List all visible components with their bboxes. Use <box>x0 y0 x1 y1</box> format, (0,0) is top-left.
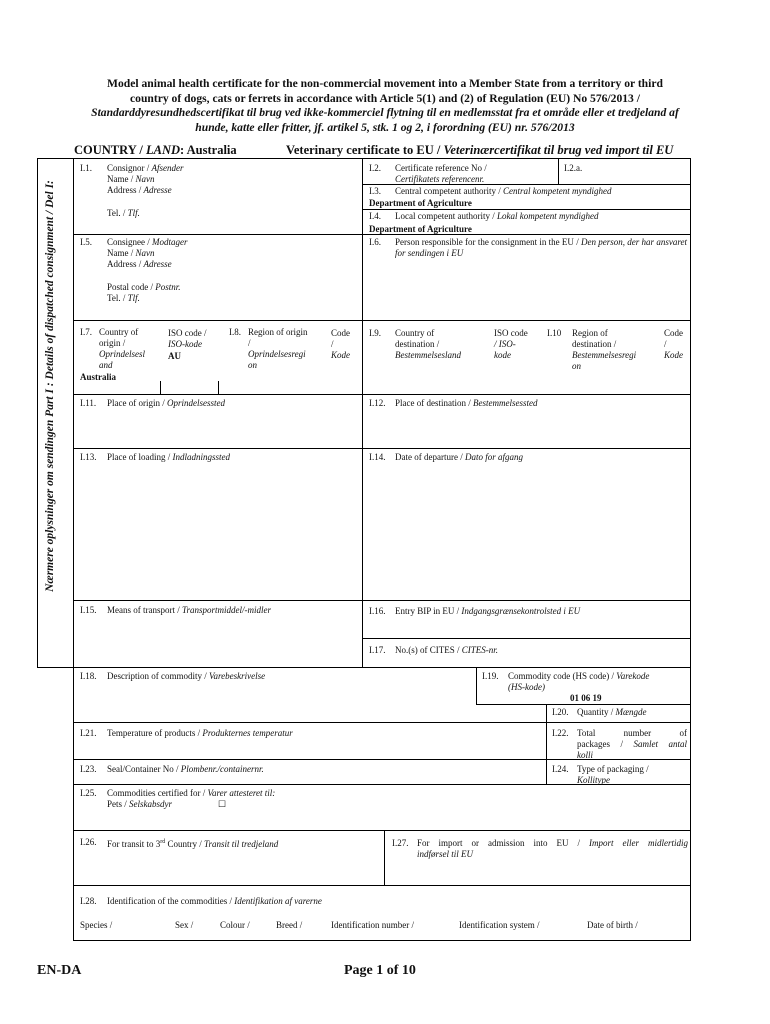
col-identification-system: Identification system / <box>459 920 540 930</box>
title-english: Model animal health certificate for the non-commercial movement into a Member State from a territory or third country of dogs, cats or ferrets in accordance with Article 5(1) and (2) of Regulation (EU) No 576/2013 / <box>107 77 663 105</box>
col-breed: Breed / <box>276 920 303 930</box>
col-identification-number: Identification number / <box>331 920 414 930</box>
title-danish: Standarddyresundhedscertifikat til brug ved ikke-kommerciel flytning til en medlemsstat fra et område eller et tredjeland af hunde, katte eller fritter, jf. artikel 5, stk. 1 og 2, i forordning (EU) nr. 576/2013 <box>91 106 679 134</box>
part1-side-label: Nærmere oplysninger om sendingen Part I : Details of dispatched consignment / Del I: <box>44 180 56 592</box>
col-date-of-birth: Date of birth / <box>587 920 638 930</box>
col-colour: Colour / <box>220 920 250 930</box>
col-species: Species / <box>80 920 113 930</box>
pets-checkbox[interactable]: ☐ <box>218 799 227 809</box>
vet-cert-heading: Veterinary certificate to EU / Veterinærcertifikat til brug ved import til EU <box>286 143 674 157</box>
footer-page-number: Page 1 of 10 <box>344 963 416 978</box>
col-sex: Sex / <box>175 920 194 930</box>
certificate-title <box>90 77 680 135</box>
footer-language: EN-DA <box>37 963 82 978</box>
country-heading: COUNTRY / LAND: Australia <box>74 143 237 157</box>
